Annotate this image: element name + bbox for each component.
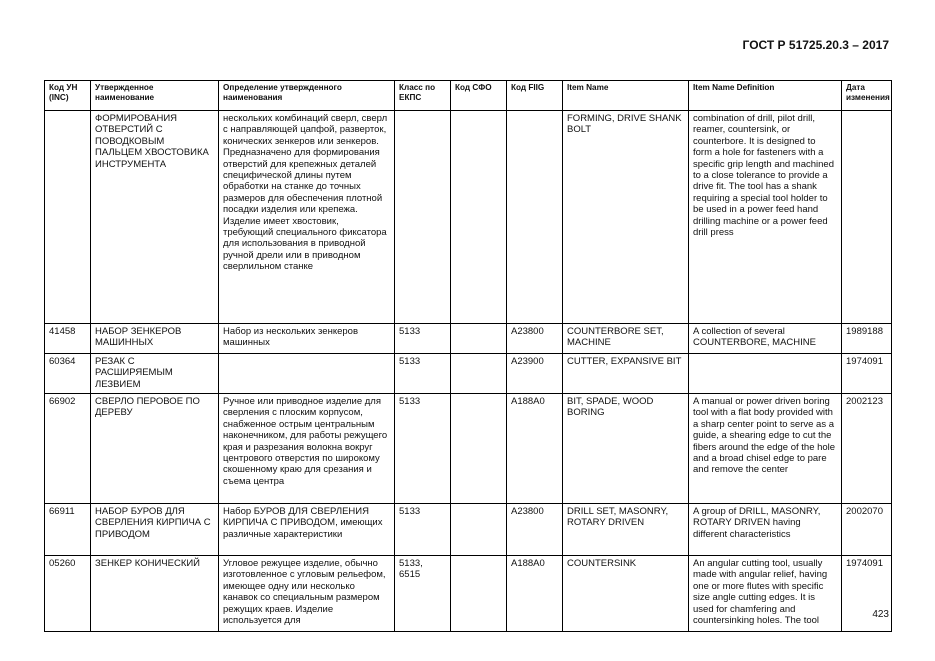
cell-ekps [395, 111, 451, 324]
document-header: ГОСТ Р 51725.20.3 – 2017 [742, 38, 889, 52]
cell-inc: 66902 [45, 394, 91, 504]
page-number: 423 [872, 609, 889, 620]
cell-name: ФОРМИРОВАНИЯ ОТВЕРСТИЙ С ПОВОДКОВЫМ ПАЛЬЦЕМ ХВОСТОВИКА ИНСТРУМЕНТА [91, 111, 219, 324]
cell-item-name: FORMING, DRIVE SHANK BOLT [563, 111, 689, 324]
col-header-item-definition: Item Name Definition [689, 81, 842, 111]
cell-name: СВЕРЛО ПЕРОВОЕ ПО ДЕРЕВУ [91, 394, 219, 504]
cell-date: 2002070 [842, 504, 892, 556]
cell-date [842, 111, 892, 324]
table-row [45, 556, 892, 632]
cell-date: 1989188 [842, 324, 892, 354]
cell-date: 1974091 [842, 556, 892, 632]
catalog-table [44, 80, 892, 632]
cell-item-definition: A group of DRILL, MASONRY, ROTARY DRIVEN having different characteristics [689, 504, 842, 556]
cell-fiig: A23800 [507, 324, 563, 354]
cell-name: НАБОР ЗЕНКЕРОВ МАШИННЫХ [91, 324, 219, 354]
cell-sfo [451, 354, 507, 394]
cell-item-definition: combination of drill, pilot drill, reamer, countersink, or counterbore. It is designed to form a hole for fasteners with a specific grip length and machined to a close tolerance to provide a drive fit. The tool has a shank requiring a special tool holder to be used in a power feed hand drilling machine or a power feed drill press [689, 111, 842, 324]
cell-fiig: A188A0 [507, 556, 563, 632]
table-row [45, 394, 892, 504]
col-header-inc: Код УН (INC) [45, 81, 91, 111]
table-row [45, 504, 892, 556]
col-header-item-name: Item Name [563, 81, 689, 111]
cell-fiig: A188A0 [507, 394, 563, 504]
cell-date: 1974091 [842, 354, 892, 394]
cell-name: РЕЗАК С РАСШИРЯЕМЫМ ЛЕЗВИЕМ [91, 354, 219, 394]
table-row [45, 111, 892, 324]
cell-item-definition [689, 354, 842, 394]
cell-definition: Набор БУРОВ ДЛЯ СВЕРЛЕНИЯ КИРПИЧА С ПРИВОДОМ, имеющих различные характеристики [219, 504, 395, 556]
cell-fiig [507, 111, 563, 324]
cell-item-name: COUNTERBORE SET, MACHINE [563, 324, 689, 354]
cell-definition: Ручное или приводное изделие для сверления с плоским корпусом, снабженное острым центральным наконечником, для работы режущего края и разрезания волокна вокруг центрового отверстия по широкому скошенному краю для срезания и съема центра [219, 394, 395, 504]
cell-item-name: DRILL SET, MASONRY, ROTARY DRIVEN [563, 504, 689, 556]
cell-inc: 05260 [45, 556, 91, 632]
cell-definition: нескольких комбинаций сверл, сверл с направляющей цапфой, разверток, конических зенкеров или зенкеров. Предназначено для формирования отверстий для крепежных деталей специфической длины путем обработки на станке до точных размеров для обеспечения плотной посадки изделия или крепежа. Изделие имеет хвостовик, требующий специального фиксатора для использования в приводной ручной дрели или в приводном сверлильном станке [219, 111, 395, 324]
cell-inc: 66911 [45, 504, 91, 556]
cell-item-name: COUNTERSINK [563, 556, 689, 632]
cell-name: НАБОР БУРОВ ДЛЯ СВЕРЛЕНИЯ КИРПИЧА С ПРИВОДОМ [91, 504, 219, 556]
cell-ekps: 5133 [395, 504, 451, 556]
cell-sfo [451, 111, 507, 324]
cell-sfo [451, 324, 507, 354]
col-header-ekps: Класс по ЕКПС [395, 81, 451, 111]
table-row [45, 324, 892, 354]
cell-sfo [451, 394, 507, 504]
cell-definition [219, 354, 395, 394]
col-header-definition: Определение утвержденного наименования [219, 81, 395, 111]
cell-item-definition: A manual or power driven boring tool with a flat body provided with a sharp center point to serve as a guide, a shearing edge to cut the fibers around the edge of the hole and a broad chisel edge to pare and remove the center [689, 394, 842, 504]
cell-ekps: 5133, 6515 [395, 556, 451, 632]
cell-item-name: BIT, SPADE, WOOD BORING [563, 394, 689, 504]
cell-ekps: 5133 [395, 324, 451, 354]
table-header-row [45, 81, 892, 111]
cell-ekps: 5133 [395, 394, 451, 504]
cell-definition: Угловое режущее изделие, обычно изготовленное с угловым рельефом, имеющее одну или несколько канавок со специальным размером режущих краев. Изделие используется для [219, 556, 395, 632]
col-header-name: Утвержденное наименование [91, 81, 219, 111]
cell-date: 2002123 [842, 394, 892, 504]
cell-sfo [451, 556, 507, 632]
cell-inc: 60364 [45, 354, 91, 394]
cell-fiig: A23900 [507, 354, 563, 394]
cell-item-definition: An angular cutting tool, usually made with angular relief, having one or more flutes with specific size angle cutting edges. It is used for chamfering and countersinking holes. The tool [689, 556, 842, 632]
cell-ekps: 5133 [395, 354, 451, 394]
cell-sfo [451, 504, 507, 556]
cell-inc: 41458 [45, 324, 91, 354]
table-row [45, 354, 892, 394]
col-header-sfo: Код СФО [451, 81, 507, 111]
cell-name: ЗЕНКЕР КОНИЧЕСКИЙ [91, 556, 219, 632]
cell-item-name: CUTTER, EXPANSIVE BIT [563, 354, 689, 394]
cell-inc [45, 111, 91, 324]
cell-definition: Набор из нескольких зенкеров машинных [219, 324, 395, 354]
cell-fiig: A23800 [507, 504, 563, 556]
col-header-fiig: Код FIIG [507, 81, 563, 111]
col-header-date: Дата изменения [842, 81, 892, 111]
cell-item-definition: A collection of several COUNTERBORE, MACHINE [689, 324, 842, 354]
